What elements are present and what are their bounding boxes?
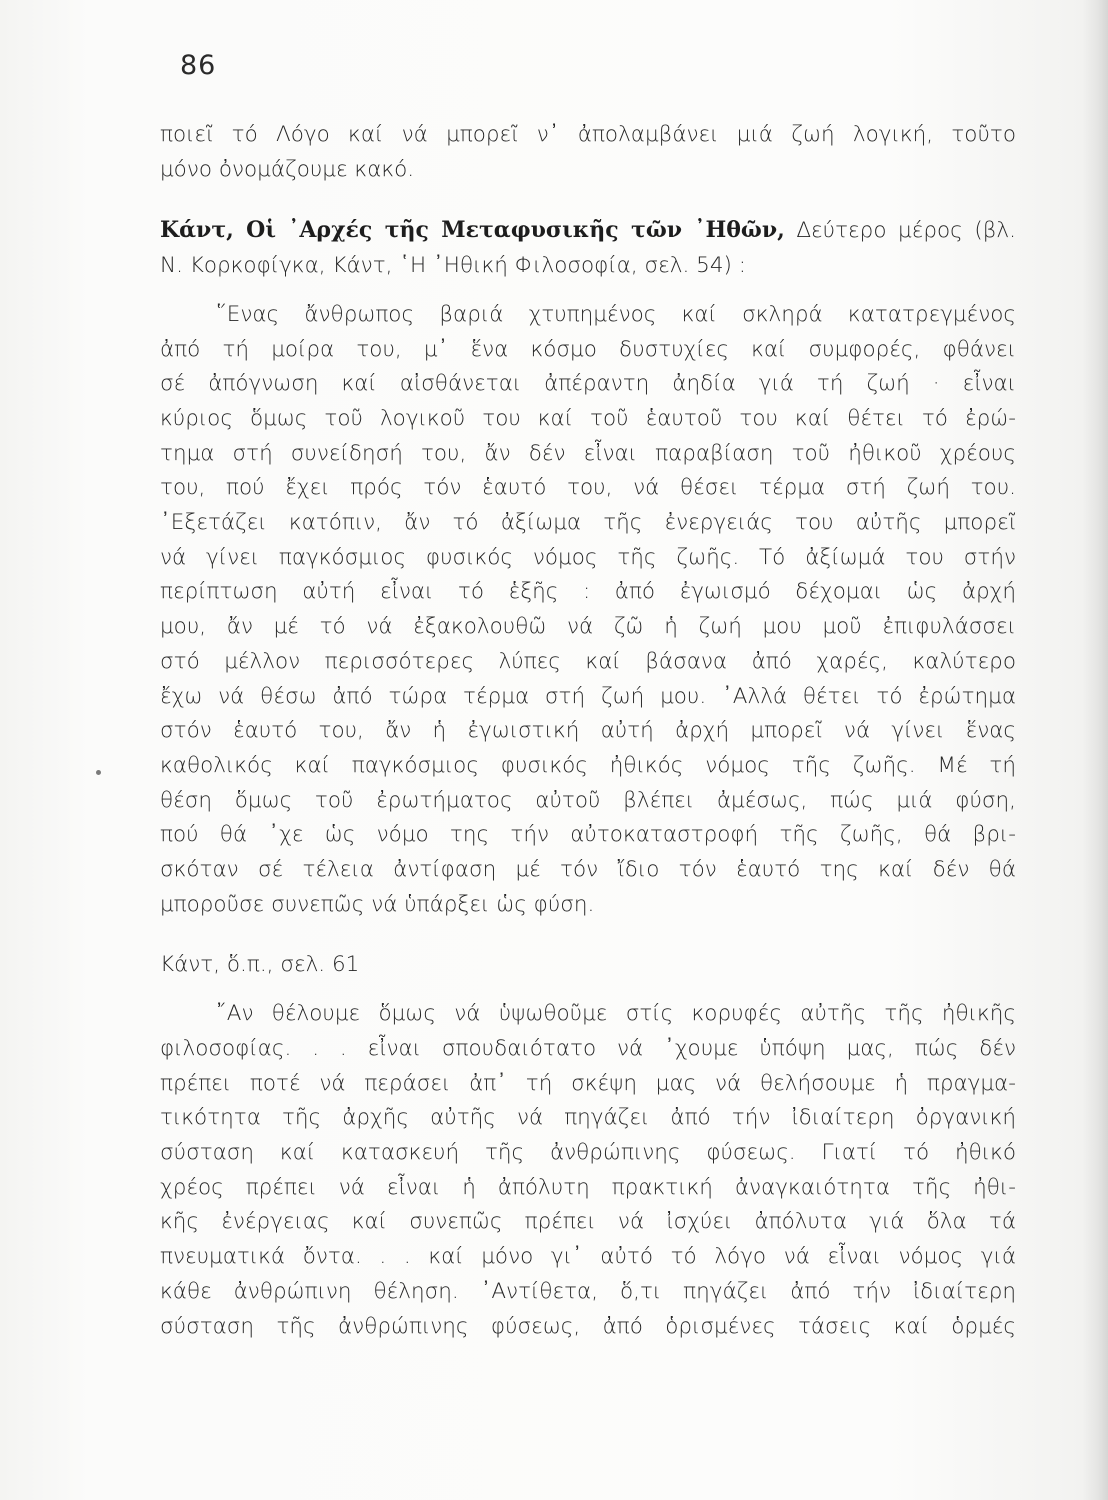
text-line: του, πού ἔχει πρός τόν ἑαυτό του, νά θέσει τέρμα στή ζωή του.: [160, 475, 1016, 501]
citation-line: [160, 213, 1016, 249]
text-line: πνευματικά ὄντα. . . καί μόνο γι᾽ αὐτό τό λόγο νά εἶναι νόμος γιά: [160, 1244, 1016, 1270]
citation-rest: Δεύτερο μέρος (βλ.: [784, 218, 1016, 244]
text-line: μόνο ὀνομάζουμε κακό.: [160, 156, 415, 182]
text-line: καθολικός καί παγκόσμιος φυσικός ἠθικός νόμος τῆς ζωῆς. Μέ τή: [160, 752, 1016, 778]
text-line: ἀπό τή μοίρα του, μ᾽ ἕνα κόσμο δυστυχίες καί συμφορές, φθάνει: [160, 336, 1016, 362]
citation-title: Κάντ, Οἱ ᾽Αρχές τῆς Μεταφυσικῆς τῶν ᾽Ηθῶν,: [160, 217, 785, 244]
text-line: θέση ὅμως τοῦ ἐρωτήματος αὐτοῦ βλέπει ἀμέσως, πώς μιά φύση,: [160, 787, 1016, 813]
text-line: σύσταση τῆς ἀνθρώπινης φύσεως, ἀπό ὁρισμένες τάσεις καί ὁρμές: [160, 1313, 1016, 1339]
text-line: μου, ἄν μέ τό νά ἐξακολουθῶ νά ζῶ ἡ ζωή μου μοῦ ἐπιφυλάσσει: [160, 614, 1016, 640]
text-line: σέ ἀπόγνωση καί αἰσθάνεται ἀπέραντη ἀηδία γιά τή ζωή · εἶναι: [160, 371, 1016, 397]
text-line: περίπτωση αὐτή εἶναι τό ἑξῆς : ἀπό ἐγωισμό δέχομαι ὡς ἀρχή: [160, 579, 1016, 605]
text-line: τικότητα τῆς ἀρχῆς αὐτῆς νά πηγάζει ἀπό τήν ἰδιαίτερη ὀργανική: [160, 1105, 1016, 1131]
text-line: σκόταν σέ τέλεια ἀντίφαση μέ τόν ἴδιο τόν ἑαυτό της καί δέν θά: [160, 857, 1016, 883]
page-number: 86: [180, 50, 217, 81]
text-line: κύριος ὅμως τοῦ λογικοῦ του καί τοῦ ἑαυτοῦ του καί θέτει τό ἐρώ-: [160, 405, 1016, 431]
citation-heading-1: [160, 213, 1016, 283]
text-line: τημα στή συνείδησή του, ἄν δέν εἶναι παραβίαση τοῦ ἠθικοῦ χρέους: [160, 440, 1016, 466]
quote-paragraph-2: [160, 997, 1016, 1344]
text-line: κάθε ἀνθρώπινη θέληση. ᾽Αντίθετα, ὅ,τι πηγάζει ἀπό τήν ἰδιαίτερη: [160, 1278, 1016, 1304]
text-line: στόν ἑαυτό του, ἄν ἡ ἐγωιστική αὐτή ἀρχή μπορεῖ νά γίνει ἕνας: [160, 718, 1016, 744]
citation-title: Κάντ,: [160, 952, 221, 978]
text-line: ἔχω νά θέσω ἀπό τώρα τέρμα στή ζωή μου. ᾽Αλλά θέτει τό ἐρώτημα: [160, 683, 1016, 709]
citation-rest: ὅ.π., σελ. 61: [220, 952, 360, 978]
page-edge-shadow: [1082, 0, 1108, 1500]
text-line: ῞Ενας ἄνθρωπος βαριά χτυπημένος καί σκληρά κατατρεγμένος: [216, 301, 1016, 327]
text-line: σύσταση καί κατασκευή τῆς ἀνθρώπινης φύσεως. Γιατί τό ἠθικό: [160, 1139, 1016, 1165]
text-line: πρέπει ποτέ νά περάσει ἀπ᾽ τή σκέψη μας νά θελήσουμε ἡ πραγμα-: [160, 1070, 1016, 1096]
text-line: νά γίνει παγκόσμιος φυσικός νόμος τῆς ζωῆς. Τό ἀξίωμά του στήν: [160, 544, 1016, 570]
citation-line: [160, 948, 1016, 983]
citation-heading-2: [160, 948, 1016, 983]
text-line: ποιεῖ τό Λόγο καί νά μπορεῖ ν᾽ ἀπολαμβάνει μιά ζωή λογική, τοῦτο: [160, 122, 1016, 147]
text-line: ᾽Εξετάζει κατόπιν, ἄν τό ἀξίωμα τῆς ἐνεργειάς του αὐτῆς μπορεῖ: [160, 510, 1016, 536]
text-line: πού θά ᾽χε ὡς νόμο της τήν αὐτοκαταστροφή τῆς ζωῆς, θά βρι-: [160, 822, 1016, 848]
text-line: χρέος πρέπει νά εἶναι ἡ ἀπόλυτη πρακτική ἀναγκαιότητα τῆς ἠθι-: [160, 1174, 1016, 1200]
quote-paragraph-1: [160, 298, 1016, 923]
text-line: στό μέλλον περισσότερες λύπες καί βάσανα ἀπό χαρές, καλύτερο: [160, 648, 1016, 674]
text-line: κῆς ἐνέργειας καί συνεπῶς πρέπει νά ἰσχύει ἀπόλυτα γιά ὅλα τά: [160, 1209, 1016, 1235]
page-text: [160, 118, 1016, 1344]
intro-paragraph: [160, 118, 1016, 187]
paper-speck: [96, 770, 101, 775]
text-line: φιλοσοφίας. . . εἶναι σπουδαιότατο νά ᾽χουμε ὑπόψη μας, πώς δέν: [160, 1035, 1016, 1061]
citation-line: Ν. Κορκοφίγκα, Κάντ, ῾Η ᾽Ηθική Φιλοσοφία, σελ. 54) :: [160, 253, 746, 279]
text-line: μποροῦσε συνεπῶς νά ὑπάρξει ὡς φύση.: [160, 891, 595, 917]
text-line: ῎Αν θέλουμε ὅμως νά ὑψωθοῦμε στίς κορυφές αὐτῆς τῆς ἠθικῆς: [216, 1001, 1016, 1027]
